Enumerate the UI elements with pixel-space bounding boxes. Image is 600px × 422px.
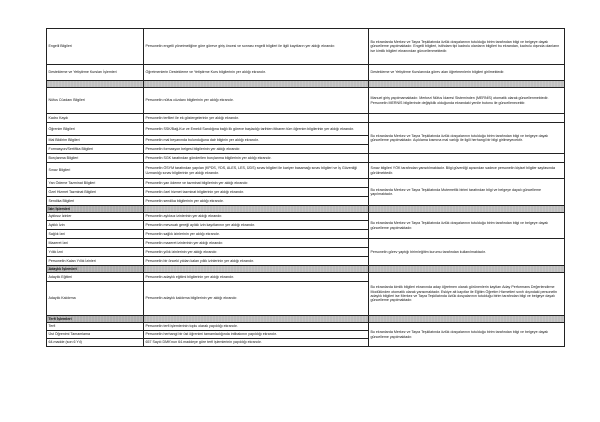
- row-note: Destekleme ve Yetiştirme Kurslarında görev alan öğretmenlerin bilgileri girilmektedir.: [369, 65, 565, 81]
- section-title: Adaylık İşlemleri: [47, 266, 144, 273]
- row-description: Personelin aylıksız izinlerinin yer aldığı ekrandır.: [144, 213, 369, 221]
- row-label: Öğrenim Bilgileri: [47, 123, 144, 136]
- row-description: 657 Sayılı DMK'nun 64.maddeye göre terfi işlemlerinin yapıldığı ekrandır.: [144, 339, 369, 347]
- table-row: [47, 123, 565, 136]
- section-header: [47, 316, 565, 323]
- row-label: Mal Bildirim Bilgileri: [47, 136, 144, 145]
- row-description: Personelin adaylık eğitimi bilgilerinin yer aldığı ekrandır.: [144, 273, 369, 282]
- row-description: Personelin engelli yönetmeliğine göre göreve giriş öncesi ve sonrası engelli bilgileri ile ilgili kayıtların yer aldığı ekrandır.: [144, 29, 369, 65]
- row-description: Personelin mevzuatı gereği aylıklı izin kayıtlarının yer aldığı ekrandır.: [144, 221, 369, 230]
- row-label: Destekleme ve Yetiştirme Kursları İşlemleri: [47, 65, 144, 81]
- row-note: Bu ekranlarda Merkez ve Taşra Teşkilatında özlük dosyalarının tutulduğu birim tarafından bilgi ve belgeye dayalı güncelleme yapılmaktadır.: [369, 323, 565, 347]
- section-band-cell: [47, 81, 144, 88]
- row-label: Formasyon/Sertifika Bilgileri: [47, 145, 144, 154]
- row-label: Adaylık Kaldırma: [47, 282, 144, 316]
- row-note: Bu ekranlarda kimlik bilgileri ekranında aday öğretmen olarak görünenlerin kaytları Aday Performans Değerlendirme Modülünden otomatik olarak yansımaktadır. Eskiye ait kayıtlar ile Eğitim Öğretim Hizmetleri sınıfı dışındaki personelin adaylık bilgileri ise Merkez ve Taşra Teşkilatında özlük dosyalarının tutulduğu birim tarafından bilgi ve belgeye dayalı güncelleme yapılmaktadır.: [369, 273, 565, 316]
- row-label: Sendika Bilgileri: [47, 197, 144, 206]
- row-description: Personelin mal beyanında bulunduğuna dair bilginin yer aldığı ekrandır.: [144, 136, 369, 145]
- row-description: Personelin SGK tarafından gönderilen borçlanma bilgilerinin yer aldığı ekrandır.: [144, 154, 369, 163]
- row-description: Personelin ÖSYM tarafından yapılan (KPDS, YDS, ALES, LES, ÜDS) sınav bilgileri ile kariyer basamağı sınav bilgileri ve İş Güvenliği Uzmanlığı sınav bilgilerinin yer aldığı ekrandır.: [144, 163, 369, 179]
- row-note: Bu ekranlarda Merkez ve Taşra Teşkilatında Mutemetlik birimi tarafından bilgi ve belgeye dayalı güncelleme yapılmaktadır.: [369, 179, 565, 206]
- row-description: Personelin terfi işlemlerinin toplu olarak yapıldığı ekrandır.: [144, 323, 369, 331]
- row-description: Personelin adaylık kaldırma bilgilerinin yer aldığı ekrandır.: [144, 282, 369, 316]
- row-label: Sınav Bilgileri: [47, 163, 144, 179]
- table-row: [47, 65, 565, 81]
- row-description: Personelin herhangi bir üst öğrenimi tamamladığında intibakının yapıldığı ekrandır.: [144, 331, 369, 339]
- row-description: Öğretmenlerin Destekleme ve Yetiştirme Kurs bilgilerinin yer aldığı ekrandır.: [144, 65, 369, 81]
- row-note: Sınav bilgileri YÖK tarafından yansıtılmaktadır. Bilgi güvenliği açısından sadece personelin kişisel bilgiler sayfasında görülmektedir.: [369, 163, 565, 179]
- table-row: [47, 273, 565, 282]
- row-note: [369, 114, 565, 123]
- row-label: Kadro Kaydı: [47, 114, 144, 123]
- row-note: Bu ekranlarda Merkez ve Taşra Teşkilatında özlük dosyalarının tutulduğu birim tarafından bilgi ve belgeye dayalı güncelleme yapılmaktadır.: [369, 213, 565, 239]
- row-label: Aylıklı İzin: [47, 221, 144, 230]
- row-note: [369, 154, 565, 163]
- row-label: Terfi: [47, 323, 144, 331]
- section-band-cell: [144, 266, 369, 273]
- row-description: Personelin bir önceki yıldan kalan yıllık izinlerinin yer aldığı ekrandır.: [144, 257, 369, 266]
- document-page: [46, 28, 564, 388]
- row-description: Personelin özel hizmet tazminat bilgilerinin yer aldığı ekrandır.: [144, 188, 369, 197]
- row-description: Personelin SSK/Bağ-Kur ve Emekli Sandığına bağlı ilk göreve başladığı tarihten itibaren tüm öğrenim bilgilerinin yer aldığı ekrandır.: [144, 123, 369, 136]
- section-header: [47, 266, 565, 273]
- row-label: Aylıksız İzinler: [47, 213, 144, 221]
- section-band-cell: [369, 316, 565, 323]
- section-band-cell: [144, 81, 369, 88]
- row-description: Personelin yan ödeme ve tazminat bilgilerinin yer aldığı ekrandır.: [144, 179, 369, 188]
- row-description: Personelin yıllık izinlerinin yer aldığı ekrandır.: [144, 248, 369, 257]
- row-label: Adaylık Eğitimi: [47, 273, 144, 282]
- table-row: [47, 213, 565, 221]
- section-band-cell: [369, 266, 565, 273]
- table-row: [47, 114, 565, 123]
- row-label: Borçlanma Bilgileri: [47, 154, 144, 163]
- section-band-cell: [369, 206, 565, 213]
- row-description: Personelin formasyon belgesi bilgilerinin yer aldığı ekrandır.: [144, 145, 369, 154]
- section-band-cell: [144, 316, 369, 323]
- row-label: Yıllık İzni: [47, 248, 144, 257]
- row-note: Bu ekranlarda Merkez ve Taşra Teşkilatında özlük dosyalarının tutulduğu birim tarafından bilgi ve belgeye dayalı güncelleme yapılmaktadır. Açıklama kısmına mal varlığı ile ilgili herhangi bir bilgi girilmeyecektir.: [369, 123, 565, 154]
- row-description: Personelin terfileri ile ek göstergelerinin yer aldığı ekrandır.: [144, 114, 369, 123]
- row-note: Manuel giriş yapılmamaktadır. Merkezi Nüfus İdaresi Sisteminden (MERNİS) otomatik olarak güncellenmektedir. Personelin MERNİS bilgilerinde değişiklik olduğunda ekrandaki yenile butonu ile güncellenecektir.: [369, 88, 565, 114]
- row-label: Yan Ödeme Tazminat Bilgileri: [47, 179, 144, 188]
- section-band-cell: [144, 206, 369, 213]
- row-label: Sağlık İzni: [47, 230, 144, 239]
- section-title: Terfi İşlemleri: [47, 316, 144, 323]
- row-label: Üst Öğrenimi Tamamlama: [47, 331, 144, 339]
- table-row: [47, 323, 565, 331]
- table-row: [47, 163, 565, 179]
- row-label: Engelli Bilgileri: [47, 29, 144, 65]
- row-description: Personelin nüfus cüzdanı bilgilerinin yer aldığı ekrandır.: [144, 88, 369, 114]
- row-label: Mazeret İzni: [47, 239, 144, 248]
- row-label: Özel Hizmet Tazminat Bilgileri: [47, 188, 144, 197]
- row-note: Bu ekranlarda Merkez ve Taşra Teşkilatında özlük dosyalarının tutulduğu birim tarafından bilgi ve belgeye dayalı güncelleme yapılmaktadır. Engelli bilgileri, istihdam tipi kadrolu olanların bilgileri bu ekrandan, kadrolu dışında olanların ise kimlik bilgileri ekranından güncellenmektedir.: [369, 29, 565, 65]
- table-row: [47, 239, 565, 248]
- table-row: [47, 88, 565, 114]
- section-title: İzin İşlemleri: [47, 206, 144, 213]
- table-row: [47, 154, 565, 163]
- row-description: Personelin mazeret izinlerinin yer aldığı ekrandır.: [144, 239, 369, 248]
- section-band-cell: [369, 81, 565, 88]
- row-label: Personelin Kalan Yıllık İzinleri: [47, 257, 144, 266]
- row-description: Personelin sendika bilgilerinin yer aldığı ekrandır.: [144, 197, 369, 206]
- row-label: Nüfus Cüzdanı Bilgileri: [47, 88, 144, 114]
- row-note: Personelin görev yaptığı birim/eğitim kurumu tarafından kullanılmaktadır.: [369, 239, 565, 266]
- section-band: [47, 81, 565, 88]
- table-row: [47, 29, 565, 65]
- table-row: [47, 179, 565, 188]
- personnel-info-table: [46, 28, 565, 347]
- row-label: 64.madde (son 6 Yıl): [47, 339, 144, 347]
- row-description: Personelin sağlık izinlerinin yer aldığı ekrandır.: [144, 230, 369, 239]
- section-header: [47, 206, 565, 213]
